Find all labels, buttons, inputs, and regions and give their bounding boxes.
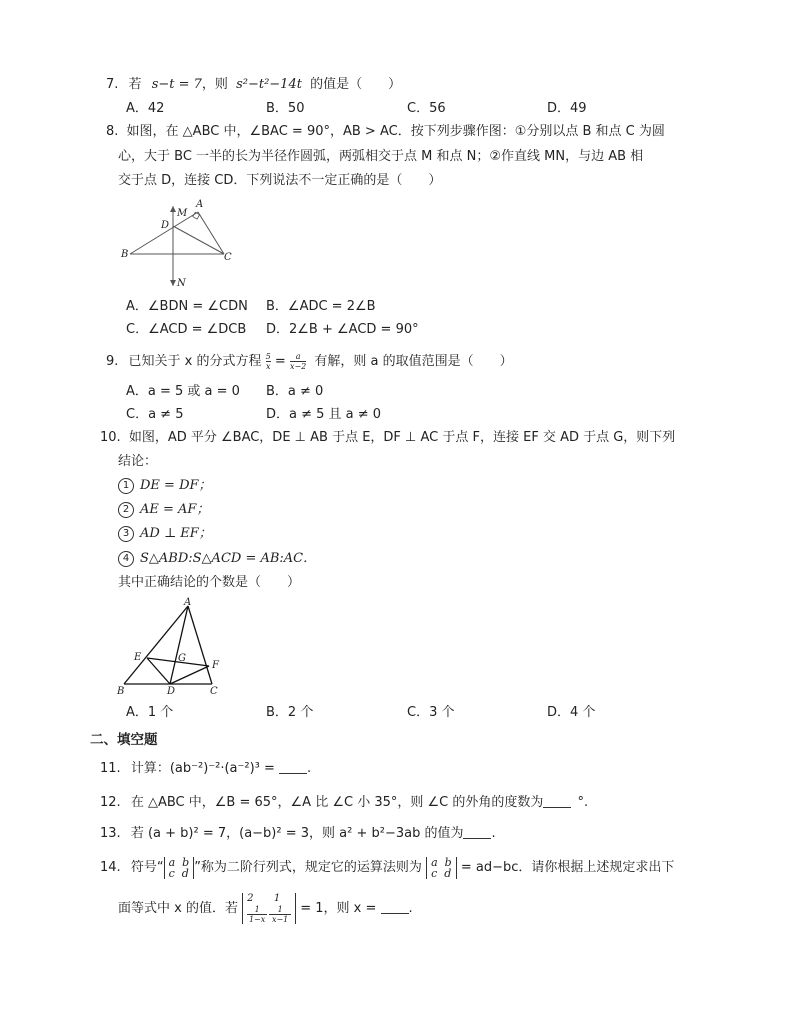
q10-item-3 — [118, 525, 212, 543]
q12-answer-blank[interactable] — [543, 795, 571, 808]
q10-item-4-mark: 4 — [118, 551, 134, 567]
q13-stem — [100, 825, 496, 843]
q10-option-d[interactable]: D．4 个 — [547, 705, 596, 720]
q11-tail: . — [307, 761, 312, 776]
q14-rule-det-a: a — [431, 855, 438, 869]
q11-text: 计算：(ab⁻²)⁻²·(a⁻²)³ = — [130, 761, 275, 776]
q7-condition: s−t = 7 — [151, 77, 202, 92]
q10-item-3-mark: 3 — [118, 526, 134, 542]
q8-stem-line3: 交于点 D，连接 CD．下列说法不一定正确的是（ ） — [118, 173, 442, 188]
q14-stem-line1 — [100, 856, 674, 880]
q10-question: 其中正确结论的个数是（ ） — [118, 575, 301, 590]
q10-item-1-text: DE = DF； — [140, 478, 212, 493]
q9-stem-a: 已知关于 x 的分式方程 — [128, 354, 262, 369]
q11-answer-blank[interactable] — [279, 761, 307, 774]
q9-rhs-fraction — [290, 352, 306, 371]
q7-stem-b: ，则 — [201, 77, 228, 92]
q8-option-d[interactable]: D．2∠B + ∠ACD = 90° — [266, 322, 419, 337]
q9-option-c[interactable]: C．a ≠ 5 — [126, 407, 184, 422]
q9-lhs-den: x — [265, 362, 271, 371]
q8-stem-line1 — [106, 123, 665, 141]
q8-figure — [116, 196, 246, 292]
q14-rule-det-c: c — [431, 866, 438, 880]
q9-stem — [106, 352, 513, 371]
q7-option-a[interactable]: A．42 — [126, 101, 165, 116]
q14-stem-line2 — [118, 893, 413, 924]
q7-option-d[interactable]: D．49 — [547, 101, 587, 116]
q14-eq-tl: 2 — [247, 893, 254, 904]
q8-label-m: M — [177, 208, 188, 219]
q14-det-b: b — [182, 855, 190, 869]
q10-line1-text: 如图，AD 平分 ∠BAC，DE ⊥ AB 于点 E，DF ⊥ AC 于点 F，连接 EF 交 AD 于点 G，则下列 — [128, 430, 676, 445]
q10-label-f: F — [212, 660, 219, 671]
q10-figure — [112, 596, 232, 698]
q8-label-n: N — [177, 278, 186, 289]
q14-line2-a: 面等式中 x 的值．若 — [118, 901, 238, 916]
q14-line2-b: = 1，则 x = — [300, 901, 377, 916]
q10-item-2-text: AE = AF； — [140, 502, 210, 517]
q14-det-a: a — [168, 855, 176, 869]
q10-label-d: D — [167, 686, 176, 697]
q10-item-4-text: S△ABD:S△ACD = AB:AC． — [140, 551, 317, 566]
q14-eq-bl — [247, 905, 267, 924]
q14-answer-blank[interactable] — [381, 901, 409, 914]
q14-rule-det-d: d — [444, 866, 452, 880]
q7-expression: s²−t²−14t — [236, 77, 302, 92]
q12-text: 在 △ABC 中，∠B = 65°，∠A 比 ∠C 小 35°，则 ∠C 的外角的度数为 — [130, 795, 544, 810]
q7-stem — [106, 76, 401, 94]
q7-option-b[interactable]: B．50 — [266, 101, 305, 116]
q10-option-b[interactable]: B．2 个 — [266, 705, 314, 720]
q8-option-b[interactable]: B．∠ADC = 2∠B — [266, 299, 376, 314]
q8-number: 8. — [106, 124, 119, 139]
q8-stem-line2: 心，大于 BC 一半的长为半径作圆弧，两弧相交于点 M 和点 N；②作直线 MN，与边 AB 相 — [118, 149, 644, 164]
q9-rhs-num: a — [290, 352, 306, 362]
q9-option-b[interactable]: B．a ≠ 0 — [266, 384, 324, 399]
q13-tail: . — [491, 826, 496, 841]
q14-eq-br-num: 1 — [269, 905, 291, 915]
q9-number: 9. — [106, 354, 119, 369]
q14-text-c: = ad−bc．请你根据上述规定求出下 — [460, 860, 675, 875]
q14-text-a: 符号“ — [130, 860, 164, 875]
q14-det-c: c — [168, 866, 175, 880]
q10-item-2-mark: 2 — [118, 502, 134, 518]
q8-option-a[interactable]: A．∠BDN = ∠CDN — [126, 299, 248, 314]
q14-rule-det-b: b — [444, 855, 452, 869]
q10-number: 10. — [100, 430, 121, 445]
q14-eq-br-den: x−1 — [271, 915, 289, 924]
q13-text: 若 (a + b)² = 7，(a−b)² = 3，则 a² + b²−3ab 的值为 — [130, 826, 464, 841]
q8-label-c: C — [224, 252, 232, 263]
q7-number: 7. — [106, 77, 119, 92]
q10-item-2 — [118, 501, 209, 519]
q14-det-d: d — [181, 866, 189, 880]
q10-label-e: E — [134, 652, 142, 663]
q10-item-1 — [118, 477, 212, 495]
q9-option-d[interactable]: D．a ≠ 5 且 a ≠ 0 — [266, 407, 382, 422]
q12-number: 12. — [100, 795, 121, 810]
q9-stem-b: 有解，则 a 的取值范围是（ ） — [314, 354, 513, 369]
q13-answer-blank[interactable] — [463, 826, 491, 839]
q10-label-b: B — [117, 686, 125, 697]
q7-option-c[interactable]: C．56 — [407, 101, 446, 116]
q14-number: 14. — [100, 860, 121, 875]
q14-eq-br — [269, 905, 291, 924]
q10-label-a: A — [184, 597, 192, 608]
q14-text-b: ”称为二阶行列式，规定它的运算法则为 — [194, 860, 422, 875]
q8-line1-text: 如图，在 △ABC 中，∠BAC = 90°，AB > AC．按下列步骤作图：①分别以点 B 和点 C 为圆 — [126, 124, 665, 139]
q10-stem-line2: 结论： — [118, 454, 158, 469]
q7-stem-c: 的值是（ ） — [310, 77, 402, 92]
q10-label-g: G — [178, 653, 186, 664]
q14-symbol-determinant — [164, 857, 195, 879]
q8-option-c[interactable]: C．∠ACD = ∠DCB — [126, 322, 247, 337]
q14-equation-determinant — [242, 893, 296, 924]
q10-item-4 — [118, 550, 316, 568]
q13-number: 13. — [100, 826, 121, 841]
q10-label-c: C — [210, 686, 218, 697]
q9-lhs-num: 5 — [265, 352, 271, 361]
q10-item-1-mark: 1 — [118, 478, 134, 494]
q14-rule-determinant — [426, 857, 457, 879]
q10-option-a[interactable]: A．1 个 — [126, 705, 174, 720]
q7-stem-a: 若 — [128, 77, 142, 92]
section-title-fill-in: 二、填空题 — [90, 732, 158, 748]
q12-tail: °. — [577, 795, 589, 810]
q10-item-3-text: AD ⊥ EF； — [140, 526, 212, 541]
q11-stem — [100, 760, 311, 778]
q8-label-b: B — [121, 249, 129, 260]
q14-tail: . — [408, 901, 413, 916]
q12-stem — [100, 794, 588, 812]
q10-option-c[interactable]: C．3 个 — [407, 705, 455, 720]
q9-lhs-fraction — [266, 352, 271, 371]
q10-stem-line1 — [100, 429, 675, 447]
q14-eq-bl-num: 1 — [247, 905, 267, 915]
q9-rhs-den: x−2 — [289, 362, 307, 371]
q8-label-d: D — [161, 220, 170, 231]
q9-option-a[interactable]: A．a = 5 或 a = 0 — [126, 384, 240, 399]
q11-number: 11. — [100, 761, 121, 776]
q14-eq-tr: 1 — [273, 893, 281, 904]
q14-eq-bl-den: 1−x — [248, 915, 266, 924]
q8-label-a: A — [196, 199, 204, 210]
q9-equals: = — [274, 354, 286, 369]
